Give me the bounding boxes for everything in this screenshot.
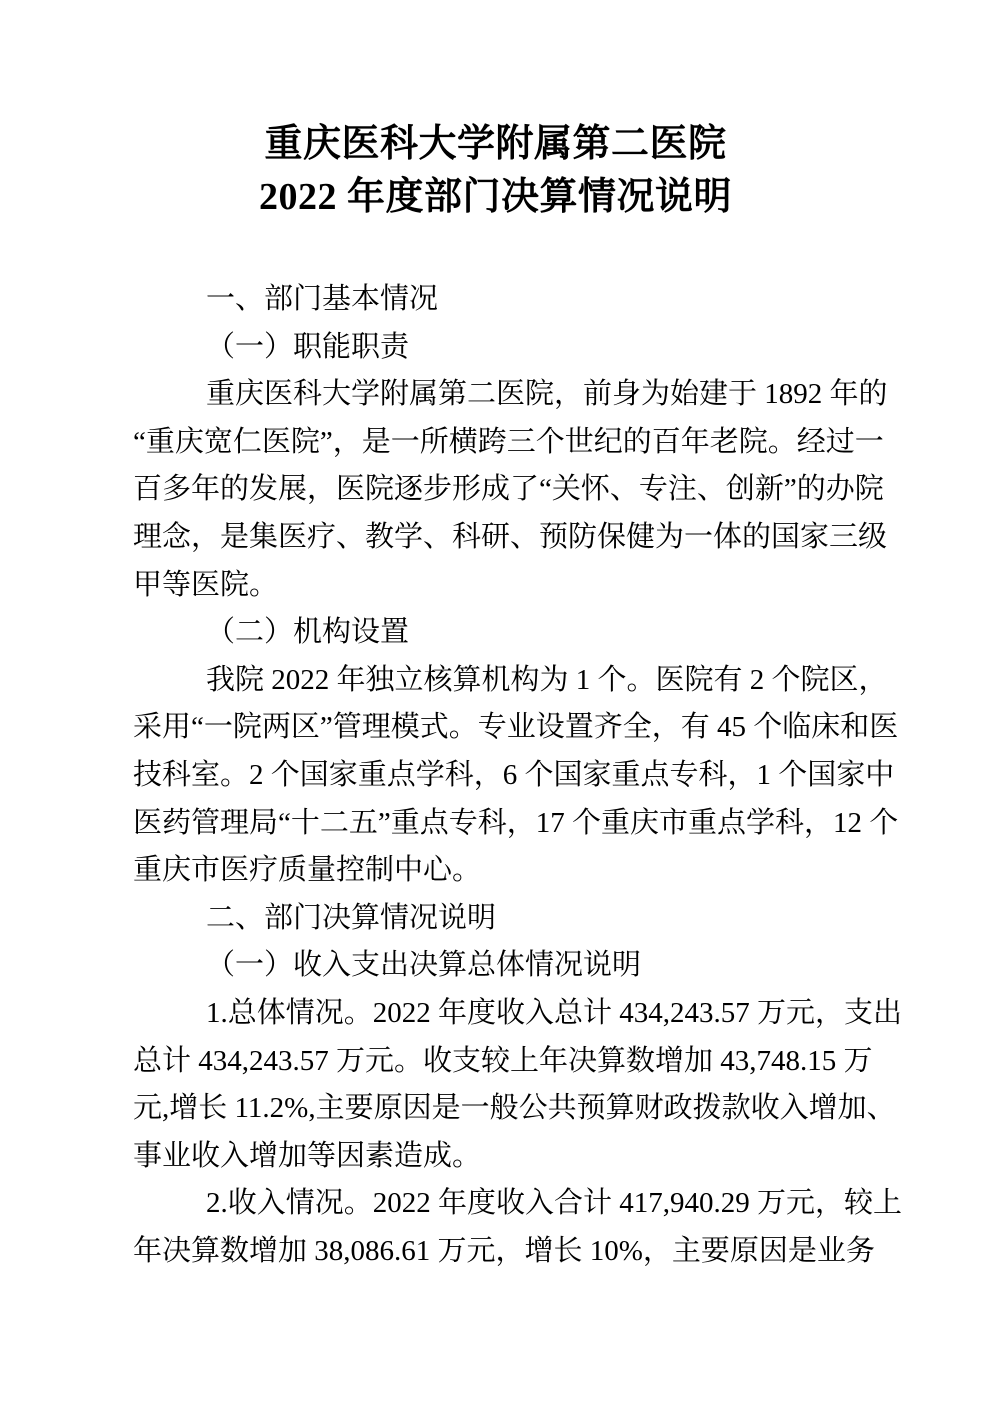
paragraph-line: 理念，是集医疗、教学、科研、预防保健为一体的国家三级	[133, 520, 888, 553]
heading-subsection-1-1: （一）职能职责	[206, 330, 410, 363]
paragraph-line: 元,增长 11.2%,主要原因是一般公共预算财政拨款收入增加、	[133, 1092, 896, 1125]
heading-subsection-1-2: （二）机构设置	[206, 616, 410, 649]
paragraph-line: 采用“一院两区”管理模式。专业设置齐全，有 45 个临床和医	[133, 711, 899, 744]
heading-section-1: 一、部门基本情况	[206, 283, 439, 315]
paragraph-line: 重庆市医疗质量控制中心。	[133, 854, 482, 887]
paragraph-line: 2.收入情况。2022 年度收入合计 417,940.29 万元，较上	[206, 1187, 903, 1220]
paragraph-line: 事业收入增加等因素造成。	[133, 1139, 482, 1172]
document-title	[133, 118, 858, 224]
document-body	[133, 276, 903, 1275]
paragraph-line: 年决算数增加 38,086.61 万元，增长 10%，主要原因是业务	[133, 1234, 875, 1267]
paragraph-line: 重庆医科大学附属第二医院，前身为始建于 1892 年的	[206, 378, 888, 411]
paragraph-line: 百多年的发展，医院逐步形成了“关怀、专注、创新”的办院	[133, 473, 884, 506]
document-title-line2: 2022 年度部门决算情况说明	[258, 176, 732, 218]
paragraph-line: “重庆宽仁医院”，是一所横跨三个世纪的百年老院。经过一	[133, 425, 884, 458]
heading-subsection-2-1: （一）收入支出决算总体情况说明	[206, 949, 642, 982]
paragraph-line: 甲等医院。	[133, 568, 279, 601]
paragraph-line: 总计 434,243.57 万元。收支较上年决算数增加 43,748.15 万	[133, 1044, 873, 1077]
paragraph-line: 1.总体情况。2022 年度收入总计 434,243.57 万元，支出	[206, 996, 903, 1029]
document-title-line1: 重庆医科大学附属第二医院	[264, 123, 727, 165]
paragraph-line: 医药管理局“十二五”重点专科，17 个重庆市重点学科，12 个	[133, 806, 899, 839]
paragraph-line: 我院 2022 年独立核算机构为 1 个。医院有 2 个院区，	[206, 663, 888, 696]
paragraph-line: 技科室。2 个国家重点学科，6 个国家重点专科，1 个国家中	[133, 758, 895, 791]
heading-section-2: 二、部门决算情况说明	[206, 901, 497, 934]
